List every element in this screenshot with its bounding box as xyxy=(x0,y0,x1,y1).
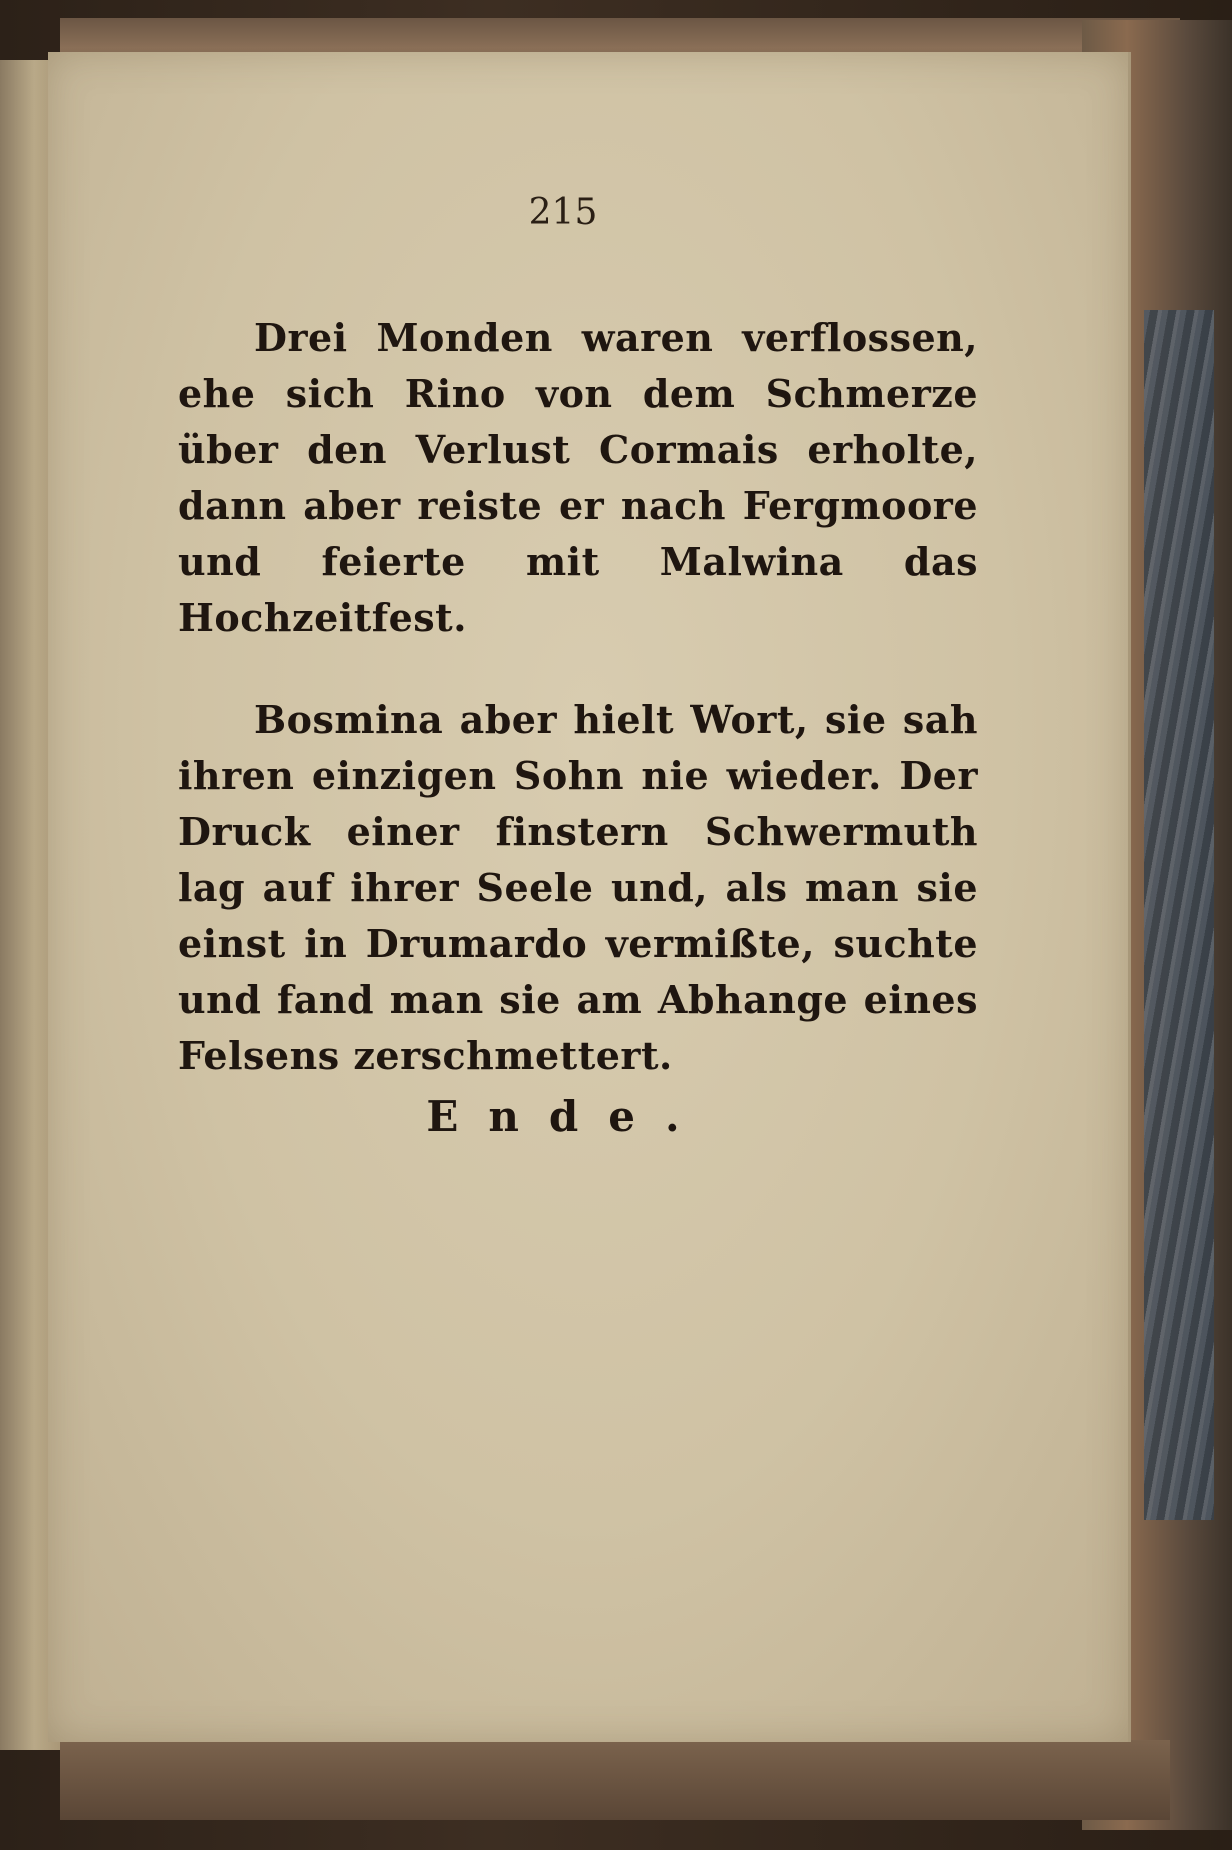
page-text xyxy=(178,310,978,1130)
cover-bottom-edge xyxy=(60,1740,1170,1820)
marbled-cover-paper xyxy=(1144,310,1214,1520)
book-page xyxy=(48,52,1131,1742)
paragraph-2: Bosmina aber hielt Wort, sie sah ihren einzigen Sohn nie wieder. Der Druck einer finstern Schwermuth lag auf ihrer Seele und, als man sie einst in Drumardo vermißte, suchte und fand man sie am Abhange eines Felsens zerschmettert. xyxy=(178,697,978,1078)
end-mark: Ende. xyxy=(426,1092,710,1141)
paragraph-1: Drei Monden waren verflossen, ehe sich Rino von dem Schmerze über den Verlust Cormais erholte, dann aber reiste er nach Fergmoore und feierte mit Malwina das Hochzeitfest. xyxy=(178,315,978,640)
page-number: 215 xyxy=(528,192,598,233)
